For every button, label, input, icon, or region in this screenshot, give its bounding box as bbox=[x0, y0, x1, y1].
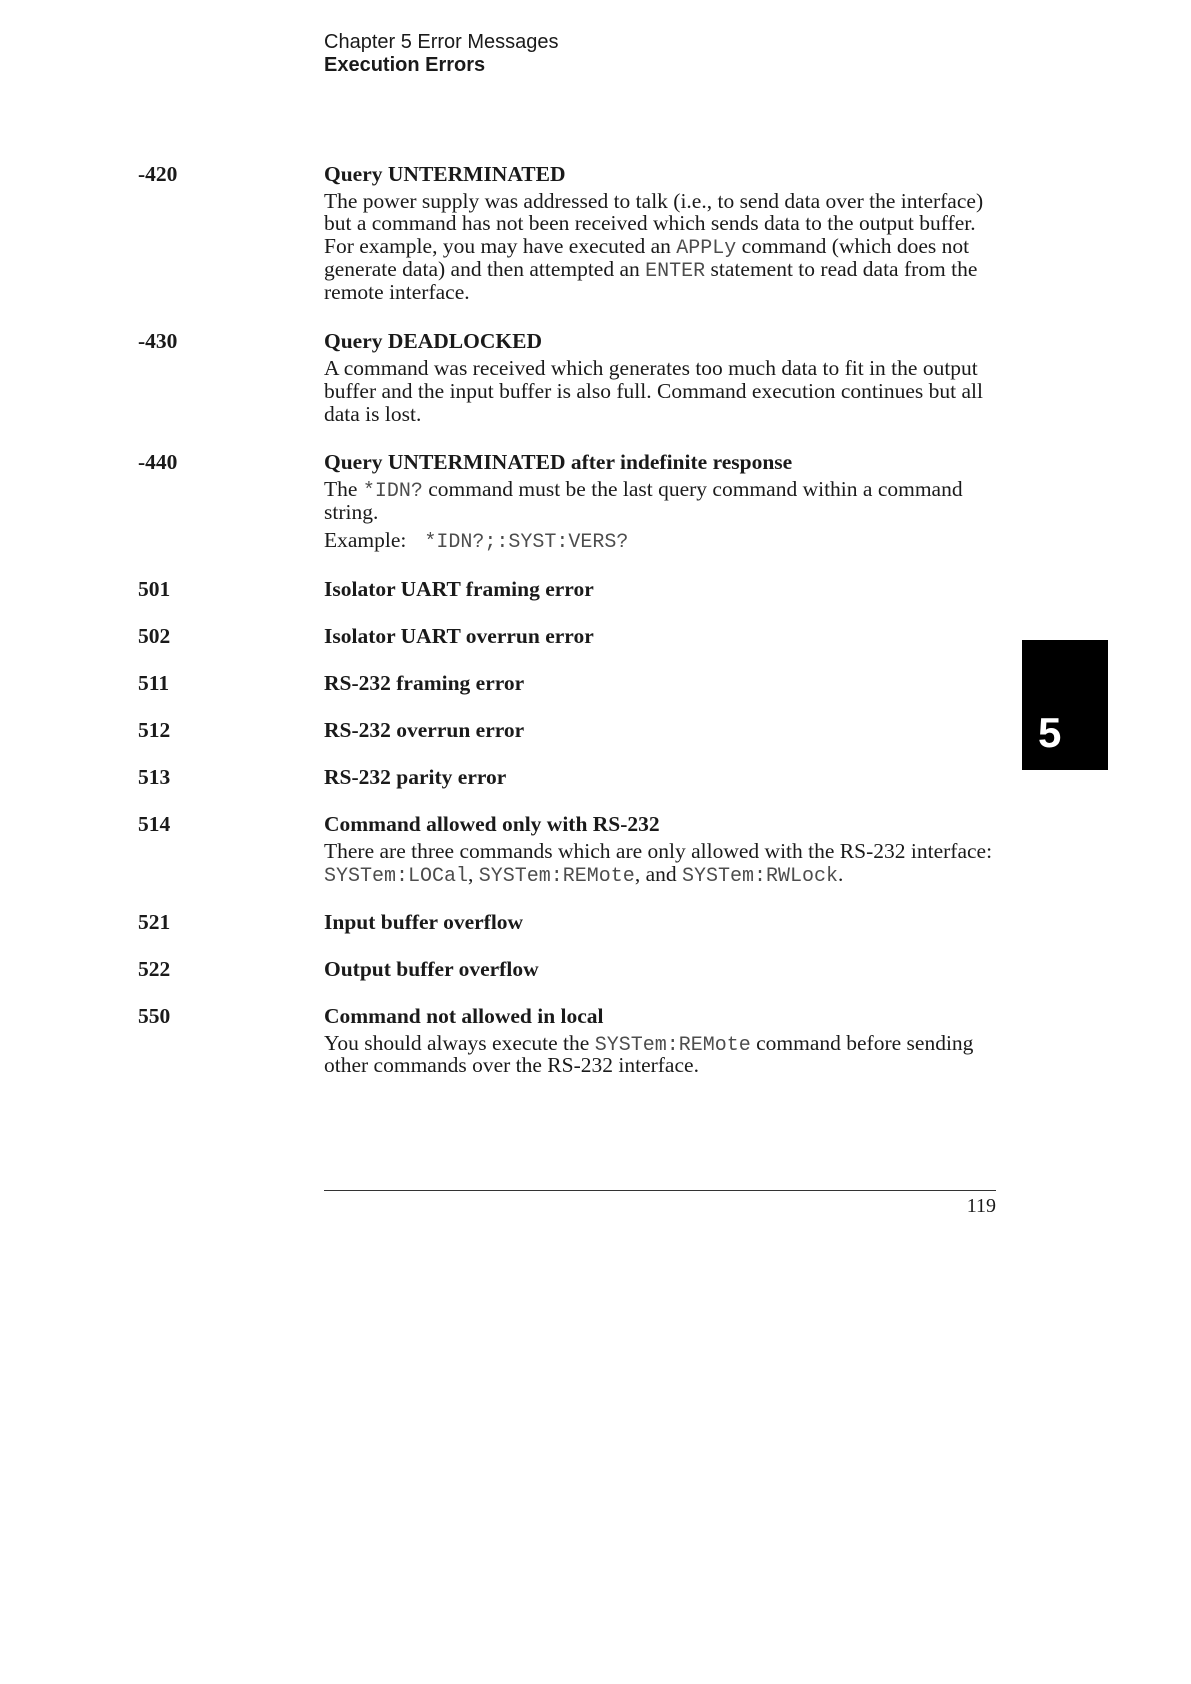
error-code: 550 bbox=[138, 1003, 171, 1028]
error-detail bbox=[324, 812, 993, 889]
scpi-command: SYSTem:RWLock bbox=[681, 865, 839, 889]
error-description bbox=[324, 1032, 973, 1078]
error-detail bbox=[324, 625, 594, 648]
error-code: -440 bbox=[138, 450, 178, 475]
chapter-tab-label: 5 bbox=[1038, 709, 1062, 756]
description-text: You should always execute the bbox=[324, 1030, 595, 1055]
error-entry bbox=[0, 958, 1000, 981]
description-text: command (which does not bbox=[736, 234, 970, 259]
description-text: For example, you may have executed an bbox=[324, 234, 677, 259]
error-code: 521 bbox=[138, 910, 171, 935]
error-code: 522 bbox=[138, 957, 171, 982]
description-text: remote interface. bbox=[324, 280, 470, 305]
error-entry bbox=[0, 812, 1000, 889]
description-text: buffer and the input buffer is also full. Command execution continues but all bbox=[324, 378, 983, 403]
error-title: Output buffer overflow bbox=[324, 957, 539, 982]
error-entry bbox=[0, 911, 1000, 934]
error-code: -420 bbox=[138, 161, 178, 186]
error-code: 501 bbox=[138, 577, 171, 602]
error-entry bbox=[0, 625, 1000, 648]
description-line bbox=[324, 380, 983, 403]
description-line bbox=[324, 1054, 973, 1077]
description-text: , and bbox=[634, 862, 682, 887]
error-title: Query UNTERMINATED after indefinite response bbox=[324, 450, 793, 475]
error-detail bbox=[324, 766, 506, 789]
error-detail bbox=[324, 911, 523, 934]
error-code: 512 bbox=[138, 717, 171, 742]
description-line bbox=[324, 862, 992, 889]
description-text: data is lost. bbox=[324, 401, 422, 426]
scpi-command: ENTER bbox=[645, 260, 706, 284]
error-title: RS-232 framing error bbox=[324, 670, 525, 695]
error-description bbox=[324, 190, 983, 304]
scpi-command: *IDN? bbox=[362, 480, 423, 504]
error-title: Isolator UART overrun error bbox=[324, 624, 594, 649]
error-title: Isolator UART framing error bbox=[324, 577, 594, 602]
example-command: *IDN?;:SYST:VERS? bbox=[424, 531, 629, 555]
description-line bbox=[324, 190, 983, 213]
error-detail bbox=[324, 958, 539, 981]
example-line bbox=[324, 528, 963, 555]
error-entry bbox=[0, 450, 1000, 555]
error-detail bbox=[324, 578, 594, 601]
description-text: generate data) and then attempted an bbox=[324, 257, 646, 282]
footer-divider bbox=[324, 1190, 996, 1191]
error-title: RS-232 overrun error bbox=[324, 717, 525, 742]
scpi-command: APPLy bbox=[676, 237, 737, 261]
section-title: Execution Errors bbox=[324, 53, 486, 76]
error-detail bbox=[324, 672, 524, 695]
description-line bbox=[324, 477, 963, 504]
error-entry bbox=[0, 329, 1000, 426]
description-line bbox=[324, 281, 983, 304]
chapter-title: Chapter 5 Error Messages bbox=[324, 31, 559, 53]
error-title: Query UNTERMINATED bbox=[324, 161, 566, 186]
page-number: 119 bbox=[966, 1195, 996, 1217]
scpi-command: SYSTem:LOCal bbox=[324, 865, 469, 889]
description-text: but a command has not been received which sends data to the output buffer. bbox=[324, 211, 976, 236]
description-line bbox=[324, 403, 983, 426]
description-text: command must be the last query command within a command bbox=[422, 477, 963, 502]
error-entry bbox=[0, 1003, 1000, 1078]
scpi-command: SYSTem:REMote bbox=[594, 1033, 751, 1057]
description-text: . bbox=[838, 862, 844, 887]
error-entry bbox=[0, 719, 1000, 742]
description-text: , bbox=[468, 862, 479, 887]
error-entry bbox=[0, 161, 1000, 305]
error-description bbox=[324, 357, 983, 426]
description-text: A command was received which generates too much data to fit in the output bbox=[324, 356, 978, 380]
chapter-thumb-tab bbox=[1022, 640, 1108, 770]
error-detail bbox=[324, 719, 524, 742]
error-description bbox=[324, 839, 993, 889]
description-line bbox=[324, 257, 983, 284]
description-text: statement to read data from the bbox=[705, 257, 978, 282]
error-code: 514 bbox=[138, 812, 171, 837]
description-line bbox=[324, 1032, 973, 1055]
error-code: 511 bbox=[138, 670, 170, 695]
example-label: Example: bbox=[324, 528, 407, 553]
running-header bbox=[324, 31, 559, 76]
error-detail bbox=[324, 450, 963, 555]
description-line bbox=[324, 357, 983, 380]
error-entry bbox=[0, 766, 1000, 789]
error-title: Input buffer overflow bbox=[324, 910, 524, 935]
error-detail bbox=[324, 330, 983, 426]
description-text: The power supply was addressed to talk (i.e., to send data over the interface) bbox=[324, 188, 984, 213]
description-line bbox=[324, 840, 992, 863]
error-code: 513 bbox=[138, 765, 171, 790]
error-code: 502 bbox=[138, 624, 171, 649]
scpi-command: SYSTem:REMote bbox=[478, 865, 635, 889]
error-title: RS-232 parity error bbox=[324, 765, 507, 790]
description-line bbox=[324, 212, 983, 235]
error-detail bbox=[324, 163, 983, 304]
error-code: -430 bbox=[138, 329, 178, 353]
error-title: Command not allowed in local bbox=[324, 1003, 604, 1028]
description-text: other commands over the RS-232 interface. bbox=[324, 1053, 699, 1078]
error-title: Query DEADLOCKED bbox=[324, 329, 542, 353]
error-detail bbox=[324, 1005, 973, 1078]
error-entry bbox=[0, 578, 1000, 601]
description-text: command before sending bbox=[750, 1030, 974, 1055]
error-description bbox=[324, 477, 963, 555]
description-line bbox=[324, 234, 983, 261]
error-title: Command allowed only with RS-232 bbox=[324, 812, 660, 837]
description-text: There are three commands which are only allowed with the RS-232 interface: bbox=[324, 839, 993, 864]
description-line bbox=[324, 501, 963, 524]
description-text: string. bbox=[324, 500, 379, 525]
description-text: The bbox=[324, 477, 363, 502]
error-entry bbox=[0, 672, 1000, 695]
